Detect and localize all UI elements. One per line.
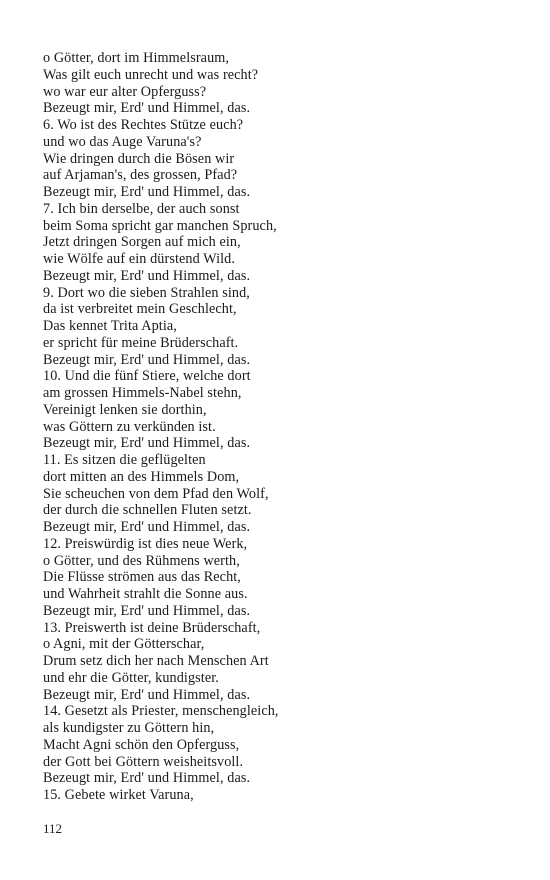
page-number: 112 [43, 821, 63, 836]
verse-line: und ehr die Götter, kundigster. [43, 669, 219, 686]
verse-line: Vereinigt lenken sie dorthin, [43, 401, 207, 418]
verse-line: wie Wölfe auf ein dürstend Wild. [43, 251, 236, 267]
verse-line: o Götter, dort im Himmelsraum, [43, 50, 230, 66]
verse-line: Jetzt dringen Sorgen auf mich ein, [43, 234, 241, 251]
verse-line: beim Soma spricht gar manchen Spruch, [43, 217, 277, 234]
verse-line: 9. Dort wo die sieben Strahlen sind, [43, 284, 250, 301]
verse-line: 6. Wo ist des Rechtes Stütze euch? [43, 117, 244, 133]
verse-line: Die Flüsse strömen aus das Recht, [43, 569, 241, 586]
verse-line: Bezeugt mir, Erd' und Himmel, das. [43, 184, 251, 200]
verse-line: am grossen Himmels-Nabel stehn, [43, 385, 242, 401]
verse-line: Wie dringen durch die Bösen wir [43, 150, 235, 167]
verse-line: 13. Preiswerth ist deine Brüderschaft, [43, 619, 261, 636]
verse-line: Bezeugt mir, Erd' und Himmel, das. [43, 602, 251, 619]
verse-line: Das kennet Trita Aptia, [43, 318, 177, 334]
verse-line: Bezeugt mir, Erd' und Himmel, das. [43, 519, 251, 535]
verse-line: 12. Preiswürdig ist dies neue Werk, [43, 535, 248, 552]
verse-line: Was gilt euch unrecht und was recht? [43, 66, 259, 83]
verse-line: Bezeugt mir, Erd' und Himmel, das. [43, 100, 251, 117]
verse-line: der Gott bei Göttern weisheitsvoll. [43, 753, 244, 770]
verse-line: Bezeugt mir, Erd' und Himmel, das. [43, 686, 251, 703]
verse-line: der durch die schnellen Fluten setzt. [43, 502, 252, 519]
verse-line: und Wahrheit strahlt die Sonne aus. [43, 586, 248, 602]
verse-line: 11. Es sitzen die geflügelten [43, 452, 206, 468]
verse-line: o Götter, und des Rühmens werth, [43, 552, 240, 569]
verse-line: auf Arjaman's, des grossen, Pfad? [43, 167, 238, 184]
verse-line: als kundigster zu Göttern hin, [43, 720, 215, 736]
verse-line: was Göttern zu verkünden ist. [43, 418, 216, 435]
verse-line: Bezeugt mir, Erd' und Himmel, das. [43, 267, 251, 284]
verse-line: Sie scheuchen von dem Pfad den Wolf, [43, 485, 269, 502]
verse-line: 10. Und die fünf Stiere, welche dort [43, 368, 251, 385]
verse-line: da ist verbreitet mein Geschlecht, [43, 301, 237, 318]
verse-line: Bezeugt mir, Erd' und Himmel, das. [43, 351, 251, 368]
verse-line: er spricht für meine Brüderschaft. [43, 334, 239, 351]
verse-line: 15. Gebete wirket Varuna, [43, 787, 194, 803]
verse-line: wo war eur alter Opferguss? [43, 83, 207, 100]
verse-text [43, 50, 523, 804]
verse-line: Macht Agni schön den Opferguss, [43, 736, 240, 753]
verse-line: Drum setz dich her nach Menschen Art [43, 653, 269, 669]
verse-line: 7. Ich bin derselbe, der auch sonst [43, 200, 240, 217]
verse-line: dort mitten an des Himmels Dom, [43, 468, 240, 485]
verse-line: Bezeugt mir, Erd' und Himmel, das. [43, 435, 251, 452]
verse-line: Bezeugt mir, Erd' und Himmel, das. [43, 770, 251, 787]
verse-line: o Agni, mit der Götterschar, [43, 636, 205, 653]
verse-line: und wo das Auge Varuna's? [43, 133, 202, 150]
verse-line: 14. Gesetzt als Priester, menschengleich, [43, 703, 279, 720]
